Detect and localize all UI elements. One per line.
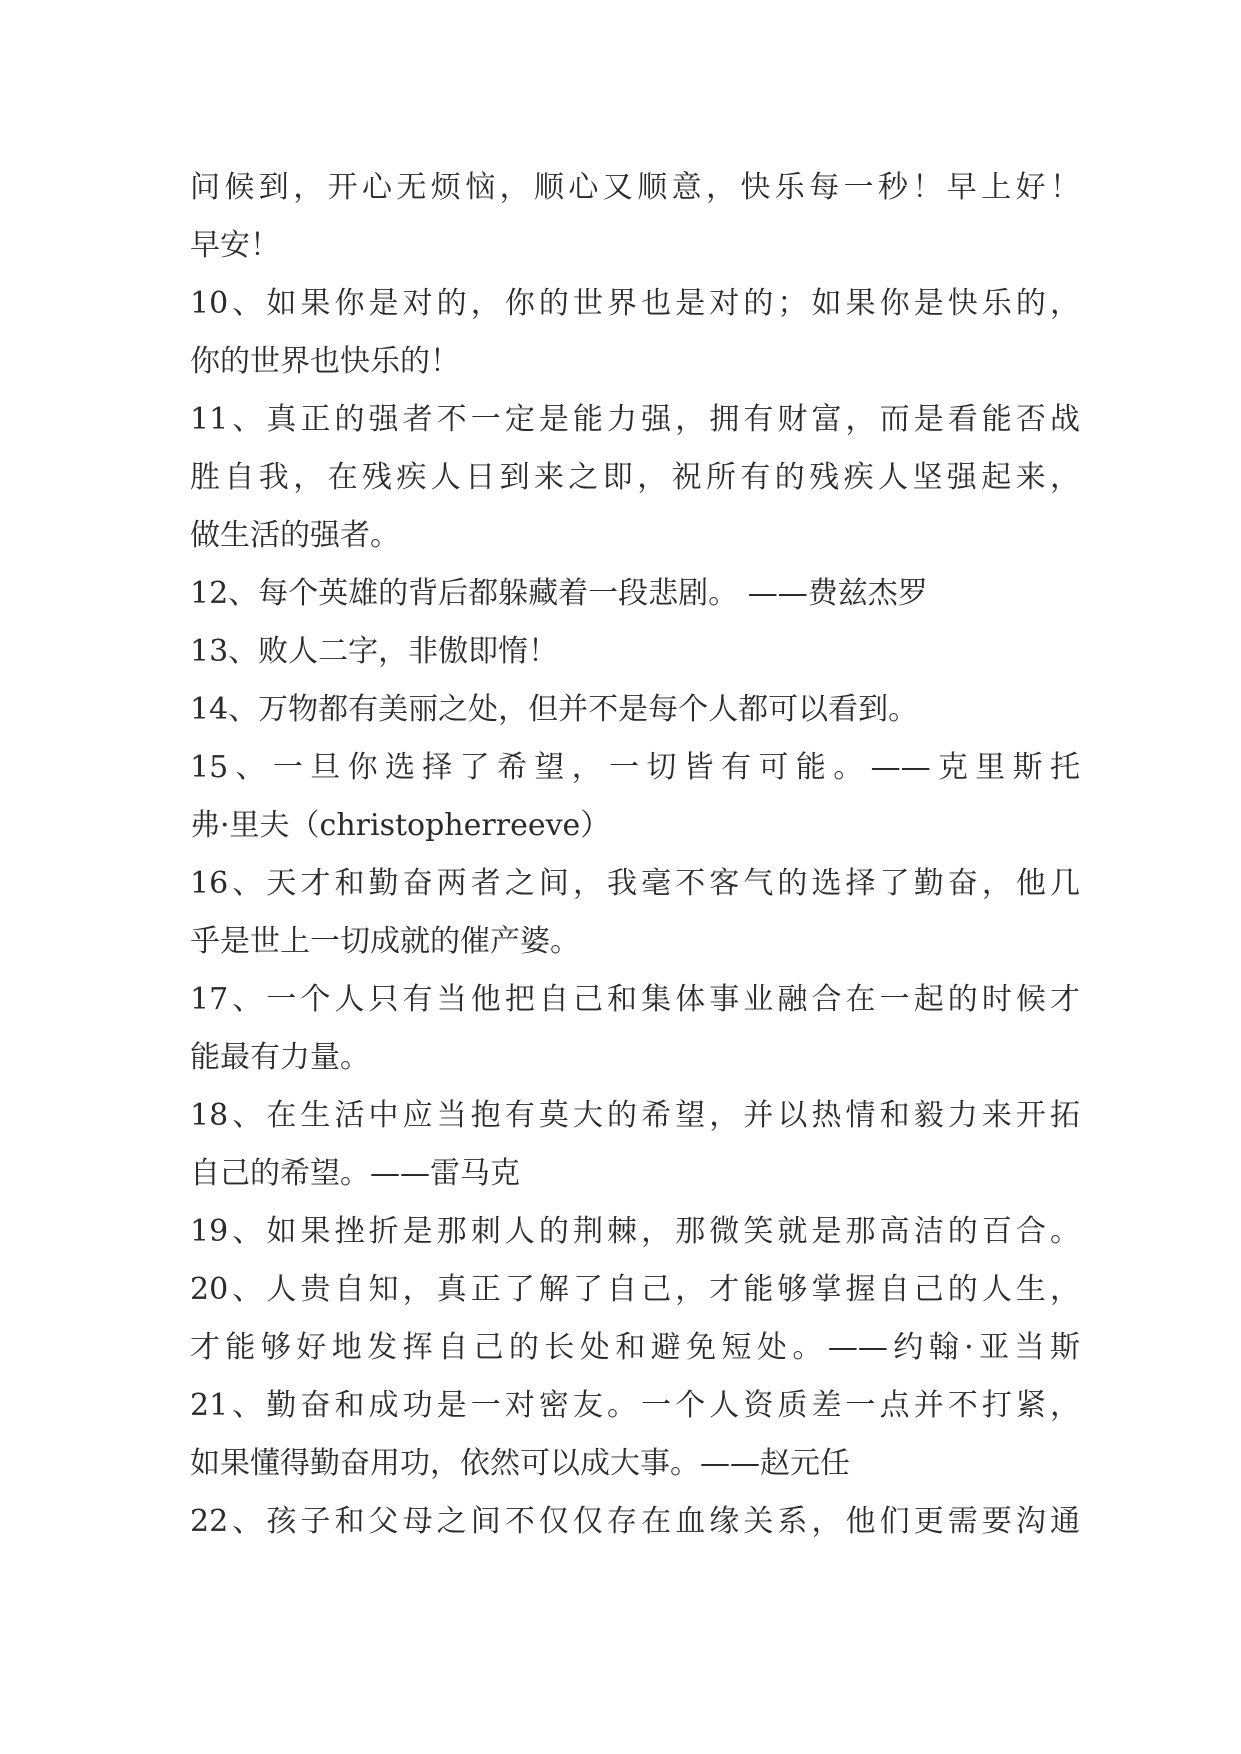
text-line: 21、勤奋和成功是一对密友。一个人资质差一点并不打紧，: [190, 1388, 1080, 1423]
text-line: 20、人贵自知，真正了解了自己，才能够掌握自己的人生，: [190, 1272, 1080, 1307]
text-line: 能最有力量。: [190, 1040, 370, 1075]
text-line: 问候到，开心无烦恼，顺心又顺意，快乐每一秒！早上好！: [190, 170, 1080, 205]
text-line: 12、每个英雄的背后都躲藏着一段悲剧。 ——费兹杰罗: [190, 576, 928, 611]
text-line: 乎是世上一切成就的催产婆。: [190, 924, 580, 959]
text-line: 15、一旦你选择了希望，一切皆有可能。——克里斯托: [190, 750, 1080, 785]
text-line: 如果懂得勤奋用功，依然可以成大事。——赵元任: [190, 1446, 850, 1481]
text-line: 自己的希望。——雷马克: [190, 1156, 520, 1191]
document-body: [190, 159, 1080, 1551]
text-line: 弗·里夫（christopherreeve）: [190, 808, 611, 843]
text-line: 早安！: [190, 228, 280, 263]
text-line: 17、一个人只有当他把自己和集体事业融合在一起的时候才: [190, 982, 1080, 1017]
text-line: 13、败人二字，非傲即惰！: [190, 634, 559, 669]
text-line: 14、万物都有美丽之处，但并不是每个人都可以看到。: [190, 692, 919, 727]
text-line: 你的世界也快乐的！: [190, 344, 460, 379]
text-line: 19、如果挫折是那刺人的荆棘，那微笑就是那高洁的百合。: [190, 1214, 1080, 1249]
text-line: 胜自我，在残疾人日到来之即，祝所有的残疾人坚强起来，: [190, 460, 1080, 495]
text-line: 22、孩子和父母之间不仅仅存在血缘关系，他们更需要沟通: [190, 1504, 1080, 1539]
text-line: 才能够好地发挥自己的长处和避免短处。——约翰·亚当斯: [190, 1330, 1080, 1365]
text-line: 18、在生活中应当抱有莫大的希望，并以热情和毅力来开拓: [190, 1098, 1080, 1133]
text-line: 16、天才和勤奋两者之间，我毫不客气的选择了勤奋，他几: [190, 866, 1080, 901]
text-line: 11、真正的强者不一定是能力强，拥有财富，而是看能否战: [190, 402, 1080, 437]
text-line: 做生活的强者。: [190, 518, 400, 553]
text-line: 10、如果你是对的，你的世界也是对的；如果你是快乐的，: [190, 286, 1080, 321]
